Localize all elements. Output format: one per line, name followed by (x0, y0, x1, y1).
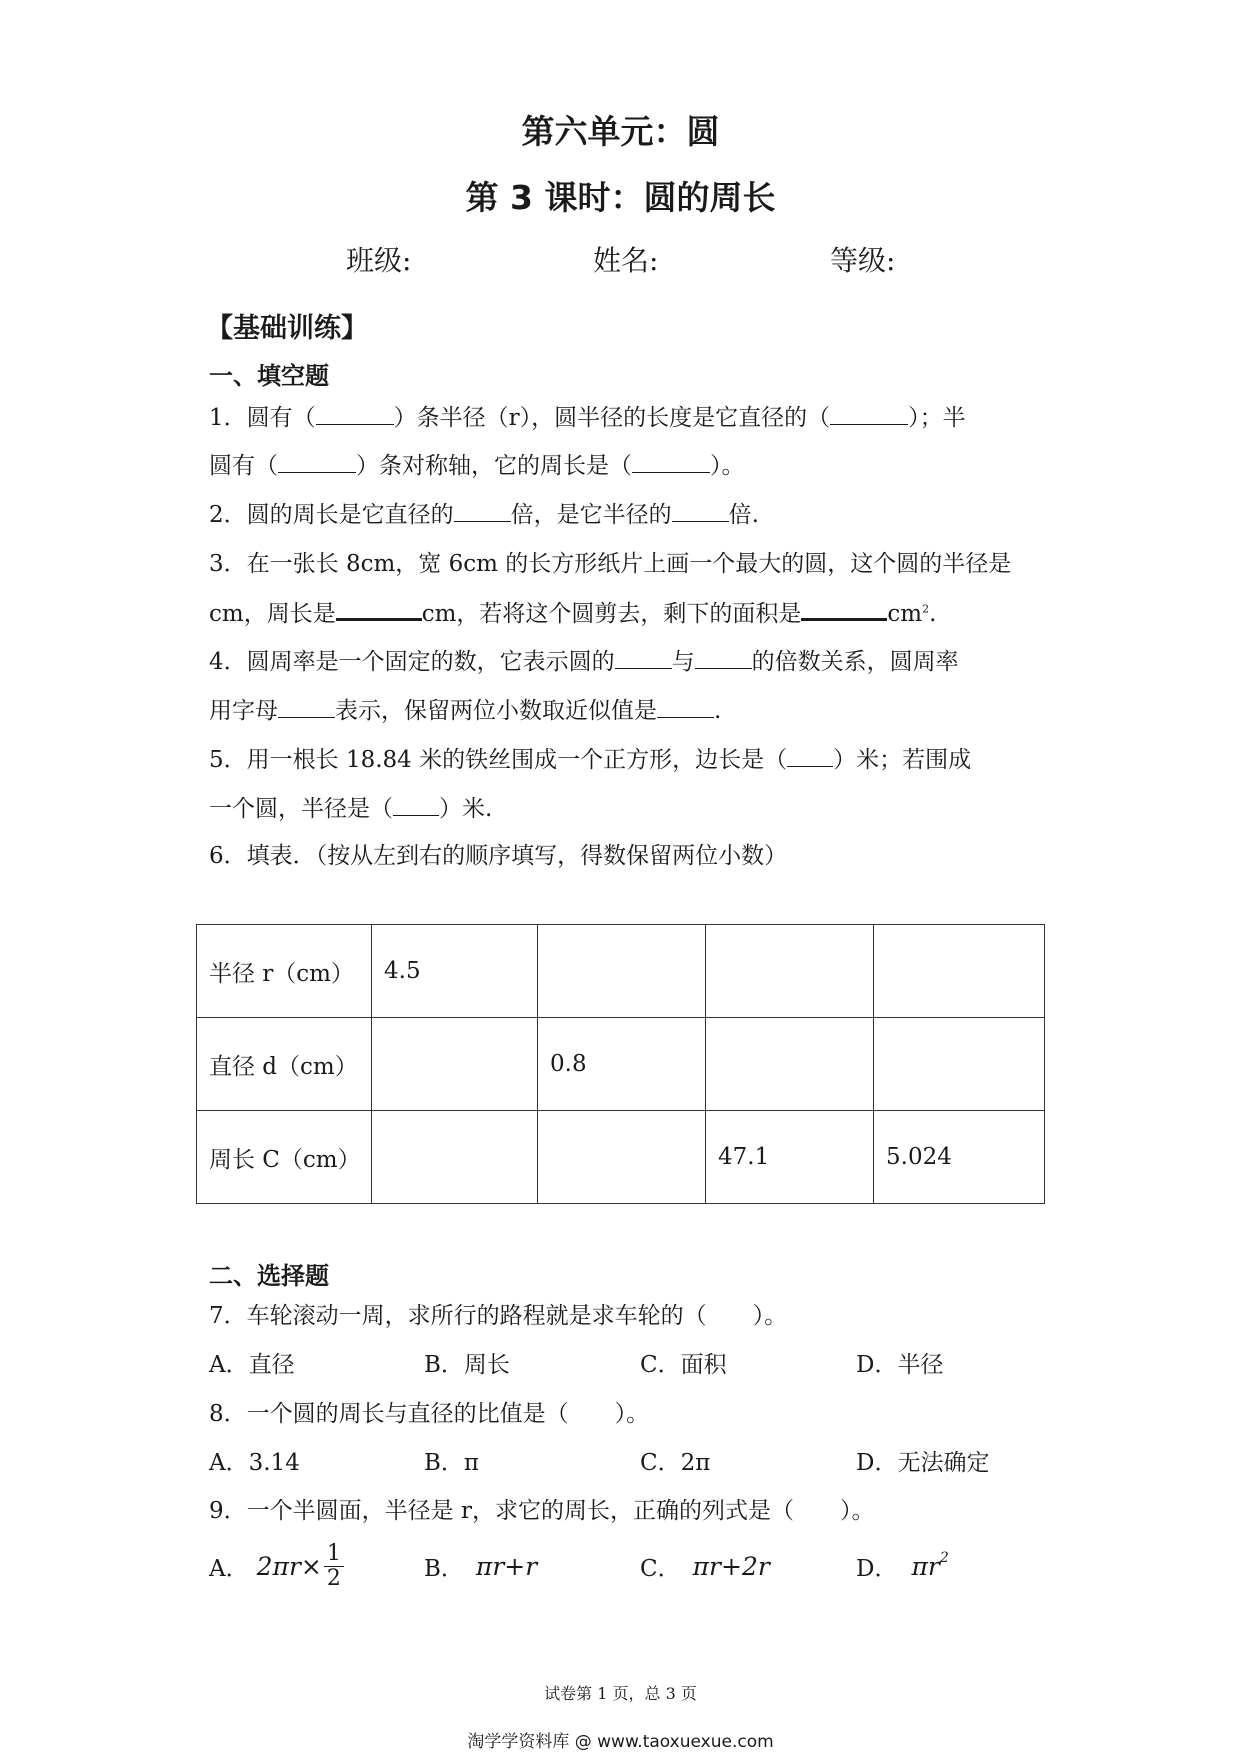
q3-text-a: cm，周长是 (209, 601, 336, 628)
q5-blank-1 (787, 742, 833, 767)
q9-option-c-label: C． (640, 1555, 681, 1582)
q8-stem: 8．一个圆的周长与直径的比值是（ ）。 (209, 1401, 650, 1427)
q4-text-a: 4．圆周率是一个固定的数，它表示圆的 (209, 649, 615, 675)
table-cell: 5.024 (874, 1111, 1045, 1204)
fraction-numerator: 1 (324, 1542, 344, 1566)
q7-option-d: D．半径 (856, 1352, 944, 1378)
q9-option-c (640, 1536, 770, 1596)
fill-table (196, 924, 1045, 1204)
watermark: 淘学学资料库 @ www.taoxuexue.com (467, 1732, 774, 1752)
fraction-denominator: 2 (326, 1565, 341, 1591)
table-cell (372, 1111, 538, 1204)
q3-blank-1 (336, 594, 422, 621)
q2-blank-1 (454, 497, 511, 522)
q7-stem: 7．车轮滚动一周，求所行的路程就是求车轮的（ ）。 (209, 1303, 788, 1329)
q7-option-a: A．直径 (209, 1352, 295, 1378)
part1-heading: 一、填空题 (209, 362, 329, 390)
table-cell: 0.8 (538, 1018, 706, 1111)
table-row (197, 925, 1045, 1018)
q1-line1 (209, 399, 966, 432)
q5-line2 (209, 790, 492, 823)
q3-text-c: cm (887, 601, 923, 628)
q5-line1 (209, 741, 971, 774)
table-row-label: 半径 r（cm） (197, 925, 372, 1018)
q2-text-a: 2．圆的周长是它直径的 (209, 502, 454, 528)
unit-title: 第六单元：圆 (521, 112, 720, 151)
part2-heading: 二、选择题 (209, 1262, 329, 1290)
q9-option-d-expr: πr (911, 1551, 940, 1581)
q4-text-f: . (714, 698, 722, 724)
q1-text-e: ）条对称轴，它的周长是（ (356, 453, 632, 479)
q1-text-b: ）条半径（r），圆半径的长度是它直径的（ (393, 405, 831, 431)
q1-blank-1 (316, 400, 394, 425)
q6-line: 6．填表．（按从左到右的顺序填写，得数保留两位小数） (209, 843, 788, 869)
table-row-label: 直径 d（cm） (197, 1018, 372, 1111)
table-row (197, 1111, 1045, 1204)
q8-option-d: D．无法确定 (856, 1450, 990, 1476)
table-cell (874, 925, 1045, 1018)
q5-blank-2 (393, 791, 439, 816)
q1-blank-3 (278, 448, 356, 473)
q5-text-d: ）米. (439, 796, 493, 822)
q4-line1 (209, 643, 959, 676)
q7-option-b: B．周长 (424, 1352, 510, 1378)
q1-blank-2 (830, 400, 908, 425)
page-number: 试卷第 1 页，总 3 页 (544, 1684, 697, 1703)
q9-option-d-superscript: 2 (939, 1550, 949, 1566)
table-cell: 47.1 (706, 1111, 874, 1204)
q8-option-c: C．2π (640, 1450, 711, 1476)
section-basic-training: 【基础训练】 (206, 313, 368, 344)
q4-text-e: 表示，保留两位小数取近似值是 (335, 698, 657, 724)
q5-text-c: 一个圆，半径是（ (209, 796, 393, 822)
lesson-title: 第 3 课时：圆的周长 (465, 178, 776, 217)
q1-text-a: 1．圆有（ (209, 405, 316, 431)
q4-text-d: 用字母 (209, 698, 278, 724)
q3-line2 (209, 594, 936, 628)
q2-text-b: 倍，是它半径的 (510, 502, 672, 528)
q1-line2 (209, 447, 745, 480)
q9-option-c-expr: πr+2r (692, 1551, 770, 1581)
table-row-label: 周长 C（cm） (197, 1111, 372, 1204)
table-cell (538, 925, 706, 1018)
q3-blank-2 (801, 594, 887, 621)
q2-text-c: 倍. (728, 502, 759, 528)
q5-text-b: ）米；若围成 (833, 747, 972, 773)
q9-option-a (209, 1536, 344, 1596)
q9-option-d-label: D． (856, 1555, 898, 1582)
q9-option-b-expr: πr+r (475, 1551, 538, 1581)
q3-superscript: 2 (922, 602, 930, 616)
table-cell (706, 1018, 874, 1111)
q3-text-d: . (929, 601, 937, 628)
q9-option-a-label: A． (209, 1555, 249, 1582)
q8-option-b: B．π (424, 1450, 480, 1476)
q9-option-d (856, 1536, 949, 1596)
q4-blank-2 (695, 644, 752, 669)
q4-text-b: 与 (671, 649, 695, 675)
table-cell: 4.5 (372, 925, 538, 1018)
q5-text-a: 5．用一根长 18.84 米的铁丝围成一个正方形，边长是（ (209, 747, 788, 773)
grade-label: 等级: (830, 244, 896, 277)
q8-option-a: A．3.14 (209, 1450, 300, 1476)
q1-text-f: ）。 (710, 453, 745, 479)
table-cell (874, 1018, 1045, 1111)
q2-blank-2 (672, 497, 729, 522)
q9-option-b-label: B． (424, 1555, 464, 1582)
table-cell (538, 1111, 706, 1204)
q3-line1: 3．在一张长 8cm，宽 6cm 的长方形纸片上画一个最大的圆，这个圆的半径是 (209, 551, 1012, 577)
q9-option-b (424, 1536, 537, 1596)
q4-blank-1 (615, 644, 672, 669)
q1-text-c: ）；半 (908, 405, 966, 431)
q7-option-c: C．面积 (640, 1352, 727, 1378)
q4-blank-3 (278, 693, 335, 718)
q9-option-a-fraction (324, 1542, 344, 1589)
q3-text-b: cm，若将这个圆剪去，剩下的面积是 (421, 601, 802, 628)
q1-blank-4 (632, 448, 710, 473)
name-label: 姓名: (593, 244, 659, 277)
q9-option-a-expr: 2πr× (256, 1551, 322, 1581)
q2-line (209, 496, 759, 529)
q9-stem: 9．一个半圆面，半径是 r，求它的周长，正确的列式是（ ）。 (209, 1498, 875, 1524)
q4-blank-4 (657, 693, 714, 718)
class-label: 班级: (346, 244, 412, 277)
q4-text-c: 的倍数关系，圆周率 (751, 649, 959, 675)
table-cell (706, 925, 874, 1018)
q1-text-d: 圆有（ (209, 453, 278, 479)
table-row (197, 1018, 1045, 1111)
q4-line2 (209, 692, 721, 725)
table-cell (372, 1018, 538, 1111)
